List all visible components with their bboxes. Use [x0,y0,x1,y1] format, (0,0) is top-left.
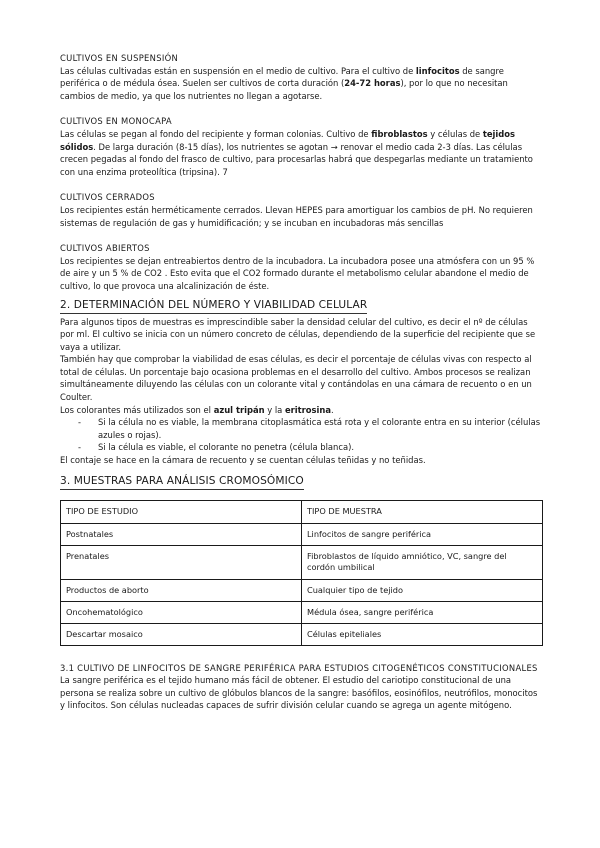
table-row [61,523,543,545]
list-item: - Si la célula no es viable, la membrana citoplasmática está rota y el colorante entra en su interior (células azules o rojas). [60,416,542,441]
table-header-cell: TIPO DE ESTUDIO [61,500,302,523]
table-cell: Fibroblastos de líquido amniótico, VC, sangre del cordón umbilical [302,545,543,579]
paragraph-abiertos: Los recipientes se dejan entreabiertos dentro de la incubadora. La incubadora posee una atmósfera con un 95 % de aire y un 5 % de CO2 . Esto evita que el CO2 formado durante el metabolismo celular abandone el medio de cultivo, lo que provoca una alcalinización de éste. [60,255,535,291]
table-cell: Células epiteliales [302,623,543,645]
paragraph-contaje: El contaje se hace en la cámara de recuento y se cuentan células teñidas y no teñidas. [60,455,426,466]
heading-determinacion: 2. DETERMINACIÓN DEL NÚMERO Y VIABILIDAD CELULAR [60,299,367,314]
table-header-row [61,500,543,523]
table-cell: Descartar mosaico [61,623,302,645]
paragraph-densidad: Para algunos tipos de muestras es imprescindible saber la densidad celular del cultivo, es decir el nº de células por ml. El cultivo se inicia con un número concreto de células, dependiendo de la superficie del recipiente que se vaya a utilizar. [60,316,536,352]
table-cell: Productos de aborto [61,579,302,601]
list-item: - Si la célula es viable, el colorante no penetra (célula blanca). [60,441,542,454]
section-title-cultivo-linfocitos: 3.1 CULTIVO DE LINFOCITOS DE SANGRE PERIFÉRICA PARA ESTUDIOS CITOGENÉTICOS CONSTITUCIONALES [60,662,538,673]
paragraph-cerrados: Los recipientes están herméticamente cerrados. Llevan HEPES para amortiguar los cambios de pH. No requieren sistemas de regulación de gas y humidificación; y se incuban en incubadoras más sencillas [60,204,533,228]
table-row [61,579,543,601]
table-header-cell: TIPO DE MUESTRA [302,500,543,523]
table-cell: Cualquier tipo de tejido [302,579,543,601]
paragraph-sangre-periferica: La sangre periférica es el tejido humano más fácil de obtener. El estudio del cariotipo constitucional de una persona se realiza sobre un cultivo de glóbulos blancos de la sangre: basófilos, eosinófilos, neutrófilos, monocitos y linfocitos. Son células nucleadas capaces de sufrir división celular cuando se agrega un agente mitógeno. [60,675,538,711]
table-cell: Postnatales [61,523,302,545]
heading-muestras: 3. MUESTRAS PARA ANÁLISIS CROMOSÓMICO [60,475,304,490]
table-cell: Oncohematológico [61,601,302,623]
paragraph-monocapa: Las células se pegan al fondo del recipiente y forman colonias. Cultivo de fibroblastos y células de tejidos sólidos. De larga duración (8-15 días), los nutrientes se agotan → renovar el medio cada 2-3 días. Las células crecen pegadas al fondo del frasco de cultivo, para procesarlas habrá que despegarlas mediante un tratamiento con una enzima proteolítica (tripsina). 7 [60,128,533,177]
table-cell: Médula ósea, sangre periférica [302,601,543,623]
bullet-list [60,416,542,454]
section-title-monocapa: CULTIVOS EN MONOCAPA [60,116,172,127]
table-row [61,601,543,623]
paragraph-viabilidad: También hay que comprobar la viabilidad de esas células, es decir el porcentaje de células vivas con respecto al total de células. Un porcentaje bajo ocasiona problemas en el desarrollo del cultivo. Ambos procesos se realizan simultáneamente diluyendo las células con un colorante vital y contándolas en una cámara de recuento o en un Coulter. [60,354,532,403]
section-title-abiertos: CULTIVOS ABIERTOS [60,243,150,254]
table-row [61,545,543,579]
section-title-suspension: CULTIVOS EN SUSPENSIÓN [60,53,179,63]
document-page [60,52,542,712]
samples-table [60,500,543,646]
section-title-cerrados: CULTIVOS CERRADOS [60,192,155,203]
table-cell: Prenatales [61,545,302,579]
paragraph-suspension: Las células cultivadas están en suspensión en el medio de cultivo. Para el cultivo de linfocitos de sangre periférica o de médula ósea. Suelen ser cultivos de corta duración (24-72 horas), por lo que no necesitan cambios de medio, ya que los nutrientes no llegan a agotarse. [60,65,508,101]
paragraph-colorantes: Los colorantes más utilizados son el azul tripán y la eritrosina. [60,404,334,415]
table-cell: Linfocitos de sangre periférica [302,523,543,545]
table-row [61,623,543,645]
